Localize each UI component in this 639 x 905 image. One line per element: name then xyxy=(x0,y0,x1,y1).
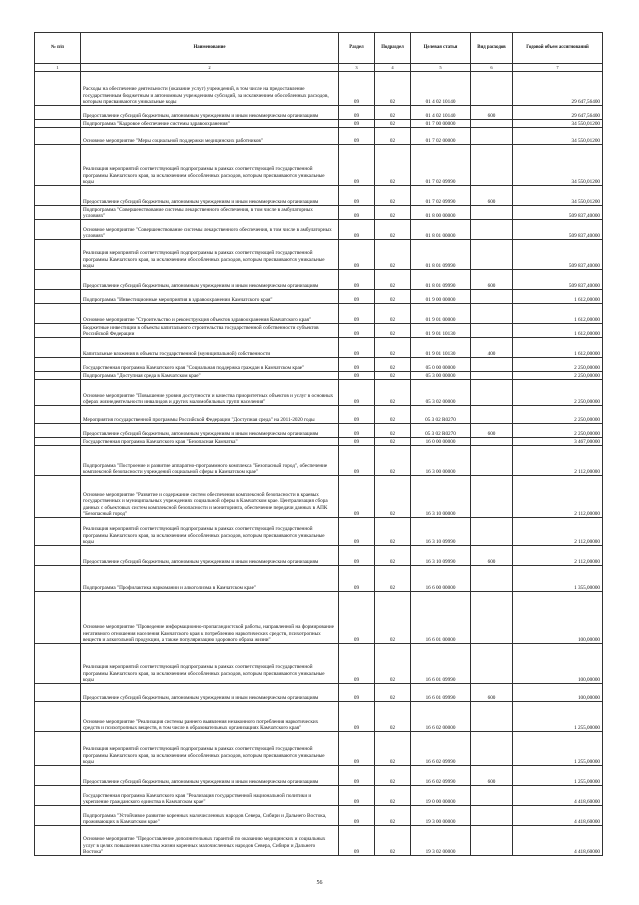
row-expense-type xyxy=(471,446,513,476)
row-subsection: 02 xyxy=(375,380,411,406)
row-section: 09 xyxy=(339,406,375,424)
row-name: Основное мероприятие "Развитие и содержание систем обеспечения комплексной безопасности в краевых государственных и муниципальных учреждениях социальной сферы в Камчатском крае. Централизация сбора данных с объектовых систем комплексной безопасности и мониторинга, обеспечение передачи данных в АПК "Безопасный город" xyxy=(81,476,339,518)
row-subsection: 02 xyxy=(375,476,411,518)
row-section: 09 xyxy=(339,128,375,145)
row-expense-type xyxy=(471,145,513,186)
row-number xyxy=(35,406,81,424)
row-amount: 4 418,60000 xyxy=(513,806,603,826)
row-amount: 1 612,00000 xyxy=(513,304,603,324)
row-expense-type xyxy=(471,786,513,806)
row-section: 09 xyxy=(339,446,375,476)
row-target-article: 01 7 00 00000 xyxy=(411,120,471,128)
row-amount: 1 255,00000 xyxy=(513,766,603,786)
table-row xyxy=(35,806,603,826)
row-section: 09 xyxy=(339,270,375,290)
row-section: 09 xyxy=(339,290,375,304)
row-expense-type xyxy=(471,806,513,826)
row-name: Основное мероприятие "Строительство и реконструкция объектов здравоохранения Камчатского края" xyxy=(81,304,339,324)
table-row xyxy=(35,106,603,120)
table-row xyxy=(35,546,603,566)
row-number xyxy=(35,186,81,206)
row-expense-type xyxy=(471,72,513,106)
row-subsection: 02 xyxy=(375,684,411,702)
row-subsection: 02 xyxy=(375,372,411,380)
row-expense-type xyxy=(471,438,513,446)
header-number: № п/п xyxy=(35,33,81,64)
row-target-article: 01 9 01 00000 xyxy=(411,304,471,324)
row-amount: 1 612,00000 xyxy=(513,324,603,338)
row-amount: 1 255,00000 xyxy=(513,732,603,766)
table-body xyxy=(35,72,603,856)
row-number xyxy=(35,304,81,324)
header-annual-amount: Годовой объем ассигнований xyxy=(513,33,603,64)
row-name: Предоставление субсидий бюджетным, автономным учреждениям и иным некоммерческим организациям xyxy=(81,186,339,206)
row-section: 09 xyxy=(339,186,375,206)
row-section: 09 xyxy=(339,145,375,186)
row-target-article: 01 9 01 10130 xyxy=(411,324,471,338)
row-section: 09 xyxy=(339,304,375,324)
row-subsection: 02 xyxy=(375,290,411,304)
table-row xyxy=(35,702,603,732)
row-section: 09 xyxy=(339,324,375,338)
row-name: Подпрограмма "Доступная среда в Камчатском крае" xyxy=(81,372,339,380)
row-amount: 1 612,00000 xyxy=(513,338,603,358)
row-target-article: 16 6 01 09990 xyxy=(411,684,471,702)
row-name: Основное мероприятие "Совершенствование системы лекарственного обеспечения, в том числе в амбулаторных условиях" xyxy=(81,220,339,240)
row-section: 09 xyxy=(339,240,375,270)
row-target-article: 01 7 02 09990 xyxy=(411,145,471,186)
row-number xyxy=(35,702,81,732)
row-number xyxy=(35,684,81,702)
row-amount: 2 250,00000 xyxy=(513,372,603,380)
row-subsection: 02 xyxy=(375,240,411,270)
row-expense-type xyxy=(471,380,513,406)
row-name: Предоставление субсидий бюджетным, автономным учреждениям и иным некоммерческим организациям xyxy=(81,684,339,702)
row-amount: 509 837,40000 xyxy=(513,206,603,220)
row-expense-type xyxy=(471,732,513,766)
row-number xyxy=(35,566,81,592)
column-index: 6 xyxy=(471,64,513,72)
row-number xyxy=(35,380,81,406)
row-section: 09 xyxy=(339,358,375,372)
row-target-article: 16 0 00 00000 xyxy=(411,438,471,446)
table-row xyxy=(35,120,603,128)
row-amount: 100,00000 xyxy=(513,684,603,702)
row-target-article: 05 3 02 R0270 xyxy=(411,406,471,424)
row-name: Основное мероприятие "Проведение информационно-пропагандистской работы, направленной на формирование негативного отношения населения Камчатского края к потреблению наркотических средств, психотропных веществ и алкогольной продукции, а также популяризацию здорового образа жизни" xyxy=(81,592,339,644)
row-target-article: 01 8 01 09990 xyxy=(411,240,471,270)
row-amount: 2 112,00000 xyxy=(513,476,603,518)
row-target-article: 16 6 02 09990 xyxy=(411,766,471,786)
row-section: 09 xyxy=(339,786,375,806)
row-expense-type xyxy=(471,206,513,220)
row-expense-type xyxy=(471,518,513,546)
row-number xyxy=(35,358,81,372)
row-target-article: 16 3 10 00000 xyxy=(411,476,471,518)
table-row xyxy=(35,220,603,240)
row-target-article: 05 3 02 R0270 xyxy=(411,424,471,438)
row-number xyxy=(35,145,81,186)
row-expense-type: 600 xyxy=(471,270,513,290)
row-expense-type xyxy=(471,128,513,145)
row-expense-type xyxy=(471,406,513,424)
row-target-article: 01 4 02 10140 xyxy=(411,106,471,120)
row-section: 09 xyxy=(339,732,375,766)
row-subsection: 02 xyxy=(375,446,411,476)
row-number xyxy=(35,826,81,856)
row-number xyxy=(35,270,81,290)
row-target-article: 01 7 02 09990 xyxy=(411,186,471,206)
row-name: Подпрограмма "Устойчивое развитие коренных малочисленных народов Севера, Сибири и Дальнего Востока, проживающих в Камчатском крае" xyxy=(81,806,339,826)
table-header xyxy=(35,33,603,72)
column-index: 5 xyxy=(411,64,471,72)
row-section: 09 xyxy=(339,684,375,702)
row-subsection: 02 xyxy=(375,732,411,766)
row-amount: 4 418,60000 xyxy=(513,826,603,856)
row-subsection: 02 xyxy=(375,786,411,806)
row-number xyxy=(35,592,81,644)
row-number xyxy=(35,424,81,438)
table-row xyxy=(35,270,603,290)
table-row xyxy=(35,380,603,406)
row-subsection: 02 xyxy=(375,806,411,826)
row-amount: 2 112,00000 xyxy=(513,446,603,476)
row-expense-type: 600 xyxy=(471,424,513,438)
row-number xyxy=(35,372,81,380)
row-section: 09 xyxy=(339,438,375,446)
row-target-article: 16 3 10 09990 xyxy=(411,518,471,546)
row-subsection: 02 xyxy=(375,702,411,732)
row-number xyxy=(35,128,81,145)
table-row xyxy=(35,290,603,304)
row-expense-type xyxy=(471,372,513,380)
row-name: Мероприятия государственной программы Российской Федерации "Доступная среда" на 2011-2020 годы xyxy=(81,406,339,424)
table-row xyxy=(35,240,603,270)
row-amount: 100,00000 xyxy=(513,592,603,644)
row-name: Предоставление субсидий бюджетным, автономным учреждениям и иным некоммерческим организациям xyxy=(81,270,339,290)
row-name: Реализация мероприятий соответствующей подпрограммы в рамках соответствующей государственной программы Камчатского края, за исключением обособленных расходов, которым присваиваются уникальные коды xyxy=(81,732,339,766)
row-expense-type: 600 xyxy=(471,106,513,120)
row-target-article: 01 9 01 10130 xyxy=(411,338,471,358)
row-subsection: 02 xyxy=(375,304,411,324)
row-name: Предоставление субсидий бюджетным, автономным учреждениям и иным некоммерческим организациям xyxy=(81,424,339,438)
row-section: 09 xyxy=(339,220,375,240)
row-expense-type xyxy=(471,358,513,372)
row-subsection: 02 xyxy=(375,186,411,206)
row-amount: 2 112,00000 xyxy=(513,546,603,566)
row-subsection: 02 xyxy=(375,592,411,644)
row-expense-type xyxy=(471,290,513,304)
row-section: 09 xyxy=(339,518,375,546)
row-amount: 100,00000 xyxy=(513,644,603,684)
row-number xyxy=(35,766,81,786)
row-section: 09 xyxy=(339,702,375,732)
row-target-article: 16 3 10 09990 xyxy=(411,546,471,566)
row-amount: 29 647,56400 xyxy=(513,72,603,106)
row-subsection: 02 xyxy=(375,106,411,120)
row-amount: 509 837,40000 xyxy=(513,240,603,270)
table-row xyxy=(35,766,603,786)
row-section: 09 xyxy=(339,206,375,220)
row-expense-type xyxy=(471,120,513,128)
header-name: Наименование xyxy=(81,33,339,64)
page-number: 56 xyxy=(316,880,323,886)
table-row xyxy=(35,446,603,476)
row-target-article: 05 3 00 00000 xyxy=(411,372,471,380)
row-name: Реализация мероприятий соответствующей подпрограммы в рамках соответствующей государственной программы Камчатского края, за исключением обособленных расходов, которым присваиваются уникальные коды xyxy=(81,145,339,186)
row-amount: 2 250,00000 xyxy=(513,406,603,424)
row-subsection: 02 xyxy=(375,826,411,856)
row-target-article: 01 8 01 00000 xyxy=(411,220,471,240)
row-number xyxy=(35,786,81,806)
row-target-article: 19 3 00 00000 xyxy=(411,806,471,826)
row-number xyxy=(35,72,81,106)
row-amount: 509 837,40000 xyxy=(513,270,603,290)
row-expense-type xyxy=(471,644,513,684)
row-section: 09 xyxy=(339,380,375,406)
row-number xyxy=(35,206,81,220)
row-name: Основное мероприятие "Предоставление дополнительных гарантий по оказанию медицинских и социальных услуг в целях повышения качества жизни коренных малочисленных народов Севера, Сибири и Дальнего Востока" xyxy=(81,826,339,856)
row-name: Государственная программа Камчатского края "Реализация государственной национальной политики и укрепление гражданского единства в Камчатском крае" xyxy=(81,786,339,806)
row-section: 09 xyxy=(339,806,375,826)
row-name: Реализация мероприятий соответствующей подпрограммы в рамках соответствующей государственной программы Камчатского края, за исключением обособленных расходов, которым присваиваются уникальные коды xyxy=(81,240,339,270)
column-index: 2 xyxy=(81,64,339,72)
row-section: 09 xyxy=(339,566,375,592)
row-target-article: 05 3 02 00000 xyxy=(411,380,471,406)
row-expense-type: 600 xyxy=(471,546,513,566)
row-subsection: 02 xyxy=(375,424,411,438)
column-index: 1 xyxy=(35,64,81,72)
row-name: Государственная программа Камчатского края "Социальная поддержка граждан в Камчатском крае" xyxy=(81,358,339,372)
header-target-article: Целевая статья xyxy=(411,33,471,64)
row-target-article: 01 8 00 00000 xyxy=(411,206,471,220)
row-expense-type xyxy=(471,826,513,856)
table-row xyxy=(35,476,603,518)
row-expense-type xyxy=(471,566,513,592)
row-section: 09 xyxy=(339,338,375,358)
row-amount: 4 418,60000 xyxy=(513,786,603,806)
row-amount: 3 467,00000 xyxy=(513,438,603,446)
row-subsection: 02 xyxy=(375,766,411,786)
row-number xyxy=(35,290,81,304)
table-row xyxy=(35,72,603,106)
row-name: Предоставление субсидий бюджетным, автономным учреждениям и иным некоммерческим организациям xyxy=(81,766,339,786)
row-expense-type xyxy=(471,304,513,324)
row-expense-type xyxy=(471,702,513,732)
header-section: Раздел xyxy=(339,33,375,64)
table-row xyxy=(35,372,603,380)
row-number xyxy=(35,220,81,240)
row-number xyxy=(35,438,81,446)
table-row xyxy=(35,826,603,856)
row-number xyxy=(35,106,81,120)
row-amount: 1 612,00000 xyxy=(513,290,603,304)
row-subsection: 02 xyxy=(375,72,411,106)
row-amount: 2 112,00000 xyxy=(513,518,603,546)
row-subsection: 02 xyxy=(375,145,411,186)
row-number xyxy=(35,732,81,766)
table-row xyxy=(35,304,603,324)
row-section: 09 xyxy=(339,826,375,856)
row-section: 09 xyxy=(339,592,375,644)
row-expense-type xyxy=(471,324,513,338)
row-target-article: 19 0 00 00000 xyxy=(411,786,471,806)
row-name: Подпрограмма "Инвестиционные мероприятия в здравоохранении Камчатского края" xyxy=(81,290,339,304)
column-index-row xyxy=(35,64,603,72)
row-target-article: 16 6 02 00000 xyxy=(411,702,471,732)
header-subsection: Подраздел xyxy=(375,33,411,64)
row-expense-type: 400 xyxy=(471,338,513,358)
table-row xyxy=(35,145,603,186)
row-name: Основное мероприятие "Повышение уровня доступности и качества приоритетных объектов и услуг в основных сферах жизнедеятельности инвалидов и других маломобильных групп населения" xyxy=(81,380,339,406)
row-name: Капитальные вложения в объекты государственной (муниципальной) собственности xyxy=(81,338,339,358)
row-section: 09 xyxy=(339,476,375,518)
row-target-article: 01 4 02 10140 xyxy=(411,72,471,106)
table-row xyxy=(35,406,603,424)
row-expense-type: 600 xyxy=(471,766,513,786)
table-row xyxy=(35,732,603,766)
budget-table-page xyxy=(34,32,602,856)
row-amount: 2 250,00000 xyxy=(513,424,603,438)
row-subsection: 02 xyxy=(375,206,411,220)
table-row xyxy=(35,644,603,684)
table-row xyxy=(35,186,603,206)
row-section: 09 xyxy=(339,766,375,786)
row-subsection: 02 xyxy=(375,566,411,592)
row-name: Государственная программа Камчатского края "Безопасная Камчатка" xyxy=(81,438,339,446)
table-row xyxy=(35,338,603,358)
row-name: Подпрограмма "Совершенствование системы лекарственного обеспечения, в том числе в амбулаторных условиях" xyxy=(81,206,339,220)
row-expense-type xyxy=(471,240,513,270)
row-amount: 34 550,01200 xyxy=(513,145,603,186)
column-index: 7 xyxy=(513,64,603,72)
row-expense-type xyxy=(471,220,513,240)
row-amount: 29 647,56400 xyxy=(513,106,603,120)
row-name: Бюджетные инвестиции в объекты капитального строительства государственной собственности субъектов Российской Федерации xyxy=(81,324,339,338)
row-section: 09 xyxy=(339,424,375,438)
row-amount: 1 255,00000 xyxy=(513,702,603,732)
row-subsection: 02 xyxy=(375,518,411,546)
row-name: Подпрограмма "Построение и развитие аппаратно-программного комплекса "Безопасный город", обеспечение комплексной безопасности учреждений социальной сферы в Камчатском крае" xyxy=(81,446,339,476)
row-subsection: 02 xyxy=(375,128,411,145)
row-target-article: 16 6 01 00000 xyxy=(411,592,471,644)
row-number xyxy=(35,240,81,270)
row-amount: 34 550,01200 xyxy=(513,186,603,206)
row-subsection: 02 xyxy=(375,270,411,290)
row-subsection: 02 xyxy=(375,358,411,372)
row-name: Основное мероприятие "Меры социальной поддержки медицинских работников" xyxy=(81,128,339,145)
table-row xyxy=(35,518,603,546)
row-section: 09 xyxy=(339,120,375,128)
row-number xyxy=(35,644,81,684)
row-amount: 2 250,00000 xyxy=(513,380,603,406)
table-row xyxy=(35,206,603,220)
table-row xyxy=(35,358,603,372)
table-row xyxy=(35,128,603,145)
table-row xyxy=(35,324,603,338)
row-number xyxy=(35,518,81,546)
row-subsection: 02 xyxy=(375,406,411,424)
budget-table xyxy=(34,32,603,856)
row-subsection: 02 xyxy=(375,220,411,240)
row-expense-type: 600 xyxy=(471,684,513,702)
row-target-article: 19 3 02 00000 xyxy=(411,826,471,856)
row-number xyxy=(35,324,81,338)
row-name: Основное мероприятие "Реализация системы раннего выявления незаконного потребления наркотических средств и психотропных веществ, в том числе в образовательных организациях Камчатского края" xyxy=(81,702,339,732)
header-expense-type: Вид расходов xyxy=(471,33,513,64)
row-expense-type xyxy=(471,592,513,644)
row-name: Подпрограмма "Кадровое обеспечение системы здравоохранения" xyxy=(81,120,339,128)
row-expense-type: 600 xyxy=(471,186,513,206)
table-row xyxy=(35,684,603,702)
row-number xyxy=(35,446,81,476)
row-amount: 34 550,01200 xyxy=(513,120,603,128)
table-row xyxy=(35,566,603,592)
row-subsection: 02 xyxy=(375,324,411,338)
row-amount: 34 550,01200 xyxy=(513,128,603,145)
row-section: 09 xyxy=(339,106,375,120)
row-number xyxy=(35,546,81,566)
column-index: 4 xyxy=(375,64,411,72)
row-name: Подпрограмма "Профилактика наркомании и алкоголизма в Камчатском крае" xyxy=(81,566,339,592)
table-row xyxy=(35,592,603,644)
row-section: 09 xyxy=(339,546,375,566)
row-amount: 509 837,40000 xyxy=(513,220,603,240)
row-number xyxy=(35,338,81,358)
row-target-article: 16 3 00 00000 xyxy=(411,446,471,476)
row-expense-type xyxy=(471,476,513,518)
row-target-article: 01 9 00 00000 xyxy=(411,290,471,304)
row-subsection: 02 xyxy=(375,120,411,128)
row-number xyxy=(35,476,81,518)
table-row xyxy=(35,786,603,806)
table-row xyxy=(35,438,603,446)
row-section: 09 xyxy=(339,72,375,106)
row-target-article: 16 6 01 09990 xyxy=(411,644,471,684)
row-target-article: 05 0 00 00000 xyxy=(411,358,471,372)
row-section: 09 xyxy=(339,372,375,380)
row-subsection: 02 xyxy=(375,438,411,446)
row-name: Реализация мероприятий соответствующей подпрограммы в рамках соответствующей государственной программы Камчатского края, за исключением обособленных расходов, которым присваиваются уникальные коды xyxy=(81,644,339,684)
column-index: 3 xyxy=(339,64,375,72)
row-target-article: 16 6 00 00000 xyxy=(411,566,471,592)
row-name: Предоставление субсидий бюджетным, автономным учреждениям и иным некоммерческим организациям xyxy=(81,106,339,120)
row-subsection: 02 xyxy=(375,644,411,684)
row-number xyxy=(35,120,81,128)
row-name: Предоставление субсидий бюджетным, автономным учреждениям и иным некоммерческим организациям xyxy=(81,546,339,566)
row-target-article: 01 7 02 00000 xyxy=(411,128,471,145)
row-name: Реализация мероприятий соответствующей подпрограммы в рамках соответствующей государственной программы Камчатского края, за исключением обособленных расходов, которым присваиваются уникальные коды xyxy=(81,518,339,546)
table-row xyxy=(35,424,603,438)
row-target-article: 01 8 01 09990 xyxy=(411,270,471,290)
row-subsection: 02 xyxy=(375,546,411,566)
row-number xyxy=(35,806,81,826)
row-subsection: 02 xyxy=(375,338,411,358)
row-amount: 1 355,00000 xyxy=(513,566,603,592)
row-section: 09 xyxy=(339,644,375,684)
row-name: Расходы на обеспечение деятельности (оказание услуг) учреждений, в том числе на предоставление государственным бюджетным и автономным учреждениям субсидий, за исключением обособленных расходов, которым присваиваются уникальные коды xyxy=(81,72,339,106)
row-target-article: 16 6 02 09990 xyxy=(411,732,471,766)
row-amount: 2 250,00000 xyxy=(513,358,603,372)
